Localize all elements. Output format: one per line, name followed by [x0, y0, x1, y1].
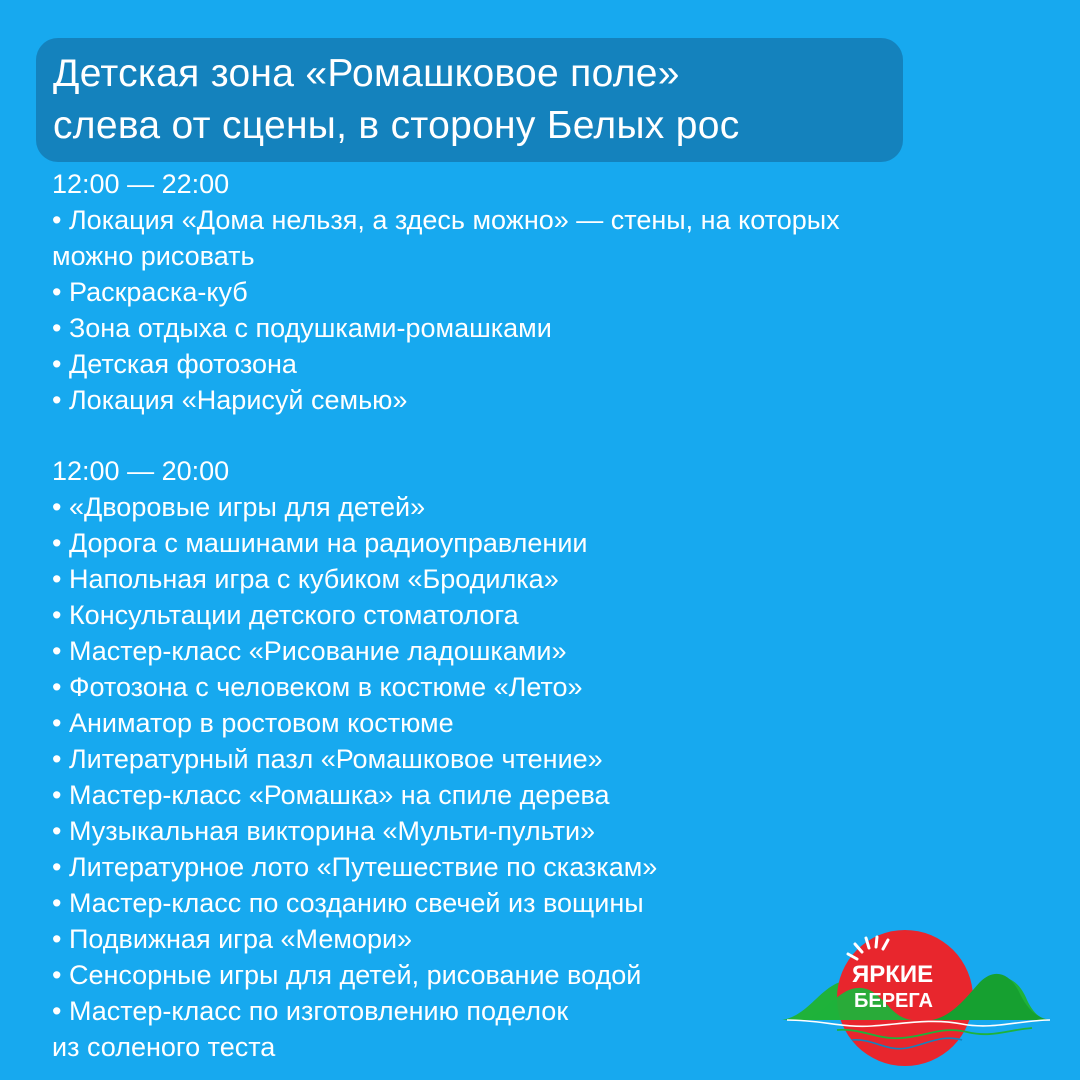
- list-item: можно рисовать: [52, 241, 255, 271]
- list-item: • Аниматор в ростовом костюме: [52, 708, 454, 738]
- list-item: • Дорога с машинами на радиоуправлении: [52, 528, 588, 558]
- list-item: • Литературный пазл «Ромашковое чтение»: [52, 744, 603, 774]
- title-box: [36, 38, 903, 162]
- list-item: • Раскраска-куб: [52, 277, 248, 307]
- list-item: • Консультации детского стоматолога: [52, 600, 519, 630]
- section-spacer: [52, 418, 1032, 453]
- list-item: из соленого теста: [52, 1032, 276, 1062]
- list-item: • Локация «Нарисуй семью»: [52, 385, 408, 415]
- yarkie-berega-logo: [782, 920, 1052, 1070]
- list-item: • Локация «Дома нельзя, а здесь можно» — стены, на которых: [52, 205, 840, 235]
- list-item: • Мастер-класс «Ромашка» на спиле дерева: [52, 780, 610, 810]
- page-title-line-2: слева от сцены, в сторону Белых рос: [53, 104, 740, 147]
- list-item: • «Дворовые игры для детей»: [52, 492, 426, 522]
- list-item: • Музыкальная викторина «Мульти-пульти»: [52, 816, 596, 846]
- time-range: 12:00 — 20:00: [52, 456, 230, 486]
- list-item: • Мастер-класс «Рисование ладошками»: [52, 636, 567, 666]
- list-item: • Напольная игра с кубиком «Бродилка»: [52, 564, 559, 594]
- list-item: • Мастер-класс по созданию свечей из вощины: [52, 888, 644, 918]
- schedule-section-1: [52, 166, 1032, 418]
- list-item: • Зона отдыха с подушками-ромашками: [52, 313, 552, 343]
- page-title-line-1: Детская зона «Ромашковое поле»: [53, 52, 680, 95]
- list-item: • Фотозона с человеком в костюме «Лето»: [52, 672, 583, 702]
- list-item: • Сенсорные игры для детей, рисование водой: [52, 960, 642, 990]
- list-item: • Мастер-класс по изготовлению поделок: [52, 996, 569, 1026]
- list-item: • Детская фотозона: [52, 349, 297, 379]
- list-item: • Подвижная игра «Мемори»: [52, 924, 413, 954]
- list-item: • Литературное лото «Путешествие по сказкам»: [52, 852, 658, 882]
- time-range: 12:00 — 22:00: [52, 169, 230, 199]
- logo-text-line-1: ЯРКИЕ: [852, 961, 934, 988]
- logo-text-line-2: БЕРЕГА: [854, 990, 933, 1012]
